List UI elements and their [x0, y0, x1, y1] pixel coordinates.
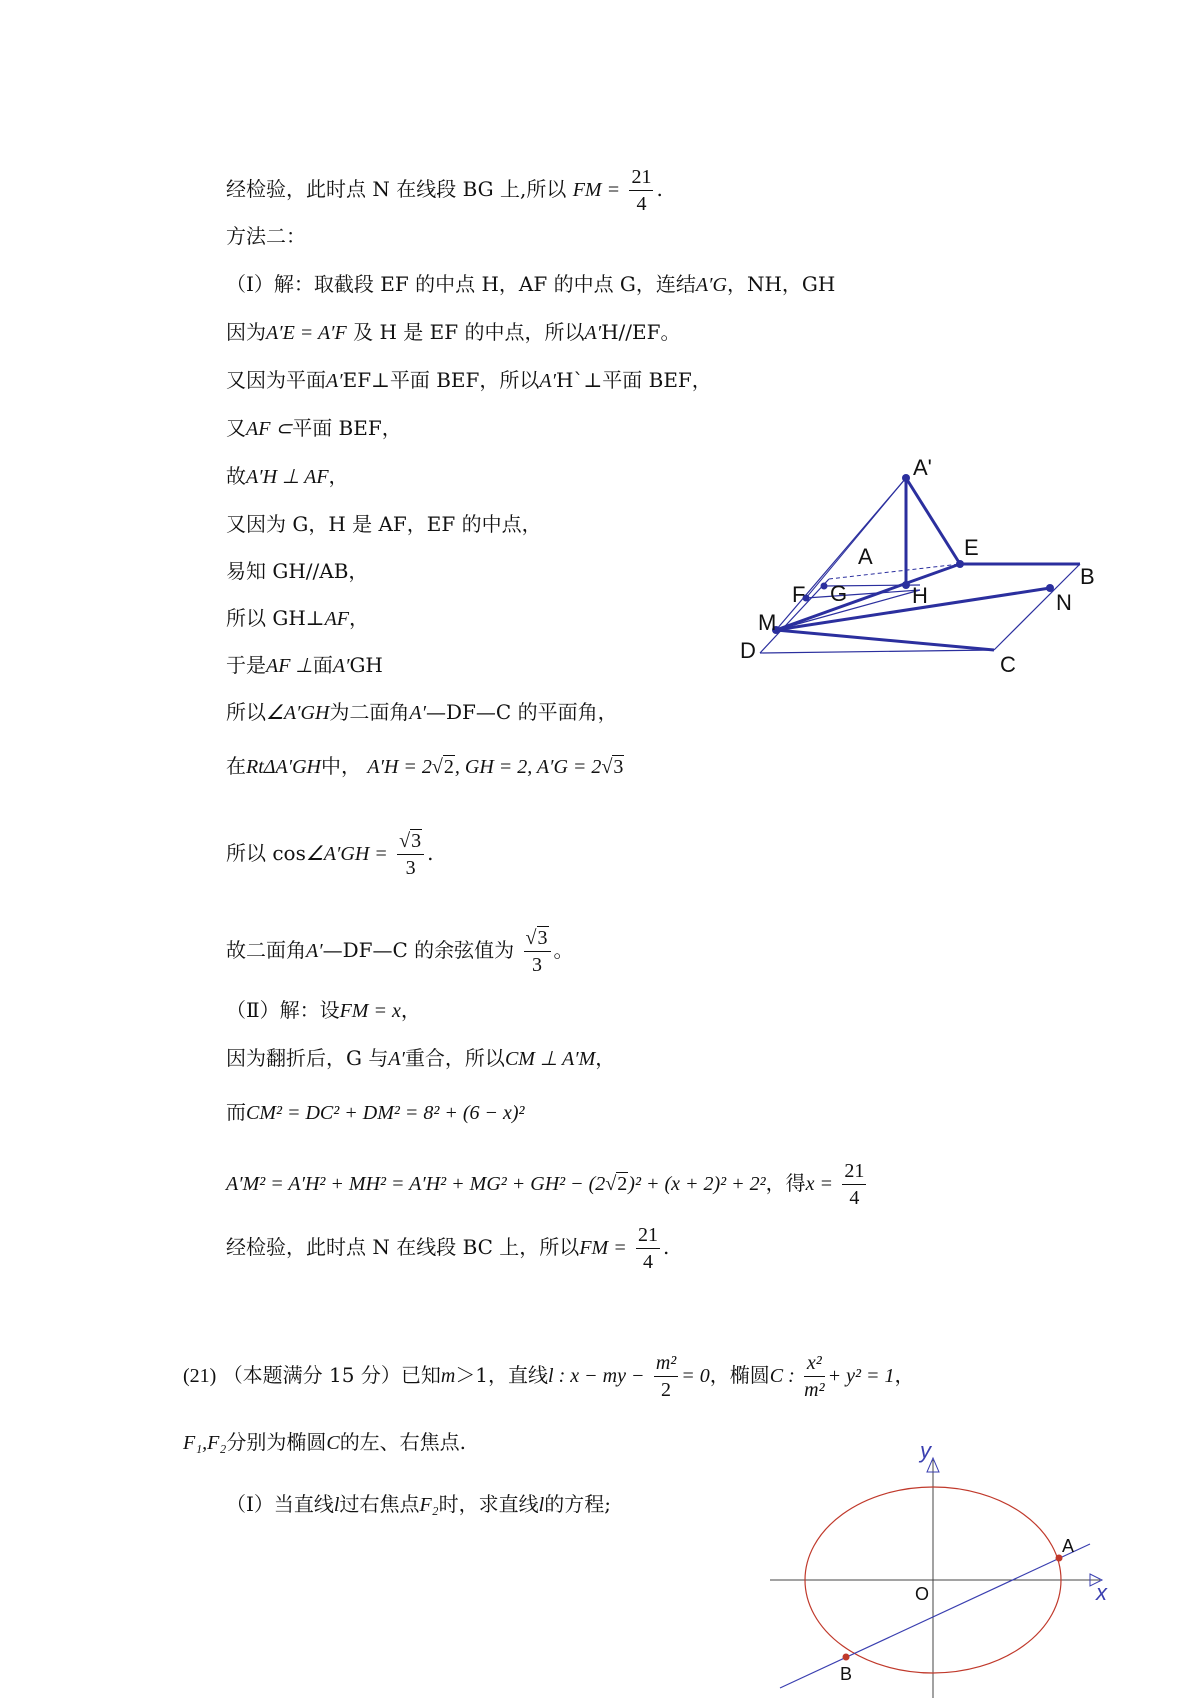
text-line-18: 而CM² = DC² + DM² = 8² + (6 − x)² — [226, 1100, 525, 1124]
text-line-10: 所以 GH⊥AF， — [226, 606, 370, 630]
text-line-20: 经检验，此时点 N 在线段 BC 上，所以FM = $\frac{21}{4}$ . — [226, 1224, 670, 1273]
text-line-7: 故A′H ⊥ AF， — [226, 464, 349, 488]
point-H — [902, 581, 910, 589]
geometry-figure-solid — [720, 440, 1100, 680]
label-A: A — [858, 544, 873, 569]
text-line-17: 因为翻折后，G 与A′重合，所以CM ⊥ A′M， — [226, 1046, 616, 1070]
text-line-3: （Ⅰ）解：取截段 EF 的中点 H，AF 的中点 G，连结A′G，NH，GH — [226, 272, 836, 296]
label-O: O — [915, 1584, 930, 1604]
point-G — [821, 583, 828, 590]
label-E: E — [964, 535, 979, 560]
point-B — [843, 1654, 850, 1661]
edge-FH — [806, 590, 920, 598]
point-N — [1046, 584, 1054, 592]
text-line-13: 在RtΔA′GH中， A′H = 2√2, GH = 2, A′G = 2√3 — [226, 754, 624, 778]
edge-ApE — [906, 478, 960, 564]
text-line-4: 因为A′E = A′F 及 H 是 EF 的中点，所以A′H//EF。 — [226, 320, 681, 344]
label-F: F — [792, 582, 806, 607]
edge-MC — [776, 630, 994, 650]
ellipse-figure — [760, 1440, 1120, 1698]
question-21-part-1: （Ⅰ）当直线l过右焦点F₂时，求直线l的方程; — [226, 1492, 611, 1516]
text-line-19: A′M² = A′H² + MH² = A′H² + MG² + GH² − (2√2)² + (x + 2)² + 2²，得x = $\frac{21}{4}$ — [226, 1160, 865, 1209]
question-21-line-2: F₁,F₂分别为椭圆C的左、右焦点. — [183, 1430, 467, 1454]
text-line-6: 又AF ⊂平面 BEF， — [226, 416, 402, 440]
text-line-8: 又因为 G，H 是 AF，EF 的中点， — [226, 512, 542, 536]
text-line-2: 方法二： — [226, 224, 306, 248]
text-line-1: 经检验，此时点 N 在线段 BG 上,所以 FM = $\frac{21}{4}$ . — [226, 166, 663, 215]
label-G: G — [830, 581, 848, 606]
label-H: H — [912, 583, 928, 608]
label-N: N — [1056, 590, 1072, 615]
question-21-line-1: (21) （本题满分 15 分）已知m＞1，直线l : x − my − $\frac{\text{m²}}{2}$ = 0，椭圆C : $\frac{\text{x²}}{\text{m²}}$ + y² = 1， — [183, 1352, 915, 1401]
label-y: y — [920, 1438, 931, 1463]
edge-FAp — [806, 478, 906, 598]
label-B: B — [840, 1664, 853, 1684]
fraction-21-4: $\frac{21}{4}$ — [631, 166, 652, 215]
edge-DC — [760, 650, 994, 653]
label-B: B — [1080, 564, 1095, 589]
text-line-11: 于是AF ⊥面A′GH — [226, 653, 383, 677]
label-A: A — [1062, 1536, 1075, 1556]
text-line-16: （Ⅱ）解：设FM = x， — [226, 998, 421, 1022]
label-Ap: A' — [913, 455, 932, 480]
point-E — [956, 560, 964, 568]
label-x: x — [1096, 1580, 1107, 1605]
label-D: D — [740, 638, 756, 663]
text-line-9: 易知 GH//AB， — [226, 559, 369, 583]
line-l — [780, 1544, 1090, 1688]
label-M: M — [758, 610, 777, 635]
text-line-12: 所以∠A′GH为二面角A′—DF—C 的平面角， — [226, 700, 618, 724]
text-line-5: 又因为平面A′EF⊥平面 BEF，所以A′H`⊥平面 BEF， — [226, 368, 712, 392]
label-C: C — [1000, 652, 1016, 677]
point-Ap — [902, 474, 910, 482]
text-line-14: 所以 cos∠A′GH = $\frac{√3}{3}$ . — [226, 830, 434, 879]
text-line-15: 故二面角A′—DF—C 的余弦值为 $\frac{√3}{3}$ 。 — [226, 927, 574, 976]
